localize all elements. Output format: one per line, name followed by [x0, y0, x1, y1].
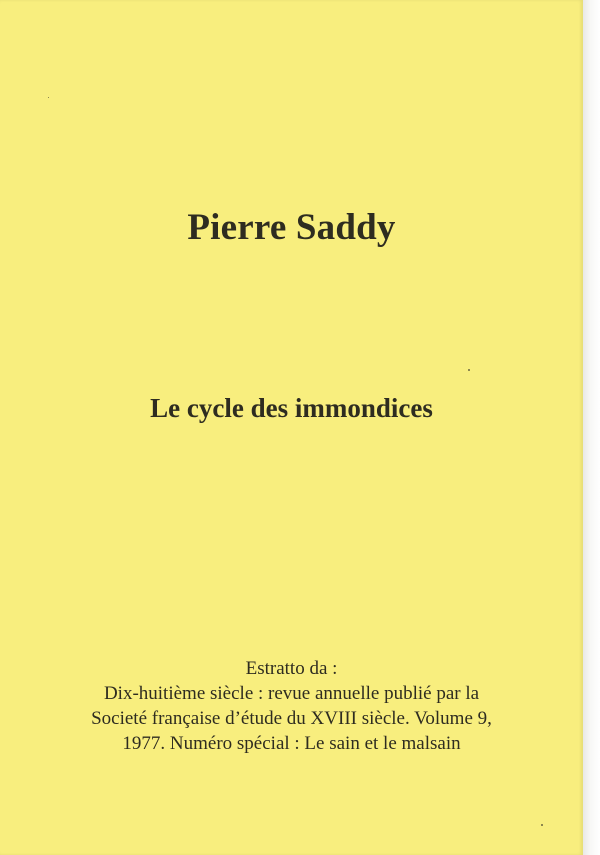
source-line: Societé française d’étude du XVIII siècle. Volume 9, [91, 708, 492, 729]
paper-speck [48, 97, 49, 98]
paper-speck [541, 824, 543, 826]
paper-speck [468, 369, 470, 371]
source-line: Estratto da : [245, 658, 338, 679]
source-citation [0, 656, 583, 756]
source-line: Dix-huitième siècle : revue annuelle publié par la [103, 683, 480, 704]
page-edge [583, 0, 600, 855]
author-name: Pierre Saddy [187, 207, 396, 248]
book-title: Le cycle des immondices [150, 393, 433, 423]
source-line: 1977. Numéro spécial : Le sain et le malsain [122, 733, 461, 754]
